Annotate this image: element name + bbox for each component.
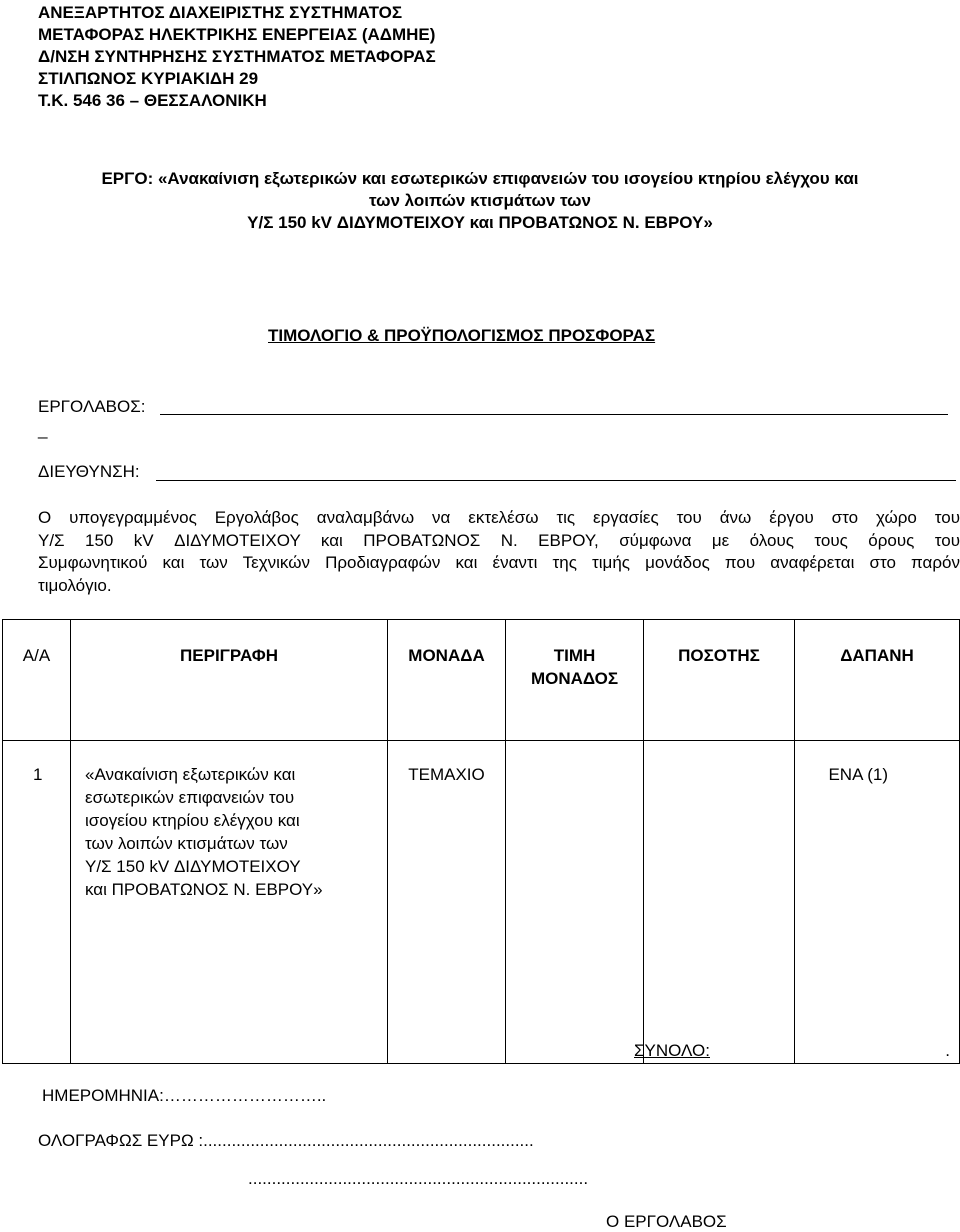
org-division: Δ/ΝΣΗ ΣΥΝΤΗΡΗΣΗΣ ΣΥΣΤΗΜΑΤΟΣ ΜΕΤΑΦΟΡΑΣ — [38, 47, 436, 66]
statement-line: Υ/Σ 150 kV ΔΙΔΥΜΟΤΕΙΧΟΥ και ΠΡΟΒΑΤΩΝΟΣ Ν. ΕΒΡΟΥ, σύμφωνα με όλους τους όρους του — [38, 530, 960, 550]
contractor-field-line[interactable] — [160, 414, 948, 415]
row-cost[interactable] — [795, 741, 960, 1064]
description-line: των λοιπών κτισμάτων των — [85, 834, 288, 853]
header-unit-price-line-2: ΜΟΝΑΔΟΣ — [530, 669, 619, 688]
header-description: ΠΕΡΙΓΡΑΦΗ — [71, 620, 388, 741]
table-row — [3, 741, 960, 1064]
total-line[interactable] — [634, 1041, 950, 1061]
table-header-row — [3, 620, 960, 741]
header-aa: Α/Α — [3, 620, 71, 741]
header-unit: ΜΟΝΑΔΑ — [388, 620, 506, 741]
total-row — [634, 1041, 950, 1061]
header-quantity: ΠΟΣΟΤΗΣ — [644, 620, 795, 741]
amount-in-words-field[interactable]: ΟΛΟΓΡΑΦΩΣ ΕΥΡΩ :...................................................................... — [38, 1131, 534, 1150]
statement-line: Ο υπογεγραμμένος Εργολάβος αναλαμβάνω να εκτελέσω τις εργασίες του άνω έργου στο χώρο του — [38, 508, 960, 527]
description-line: «Ανακαίνιση εξωτερικών και — [85, 765, 296, 784]
row-aa: 1 — [3, 741, 71, 1064]
header-unit-price-line-1: ΤΙΜΗ — [553, 646, 596, 665]
pricing-table — [2, 619, 960, 1064]
description-line: εσωτερικών επιφανειών του — [85, 788, 295, 807]
project-title-line-3: Υ/Σ 150 kV ΔΙΔΥΜΟΤΕΙΧΟΥ και ΠΡΟΒΑΤΩΝΟΣ Ν. ΕΒΡΟΥ» — [247, 213, 713, 232]
statement-line: Συμφωνητικού και των Τεχνικών Προδιαγραφών και έναντι της τιμής μονάδος που αναφέρεται στο παρόν — [38, 553, 960, 572]
description-line: Υ/Σ 150 kV ΔΙΔΥΜΟΤΕΙΧΟΥ — [85, 857, 301, 876]
row-quantity — [644, 741, 888, 1064]
statement-line: τιμολόγιο. — [38, 575, 112, 595]
contractor-field-continuation: _ — [38, 420, 48, 439]
document-title: ΤΙΜΟΛΟΓΙΟ & ΠΡΟΫΠΟΛΟΓΙΣΜΟΣ ΠΡΟΣΦΟΡΑΣ — [268, 326, 656, 345]
description-line: και ΠΡΟΒΑΤΩΝΟΣ Ν. ΕΒΡΟΥ» — [85, 880, 323, 899]
org-name-line-1: ΑΝΕΞΑΡΤΗΤΟΣ ΔΙΑΧΕΙΡΙΣΤΗΣ ΣΥΣΤΗΜΑΤΟΣ — [38, 3, 403, 22]
signature-label: Ο ΕΡΓΟΛΑΒΟΣ — [606, 1212, 727, 1231]
amount-in-words-continuation[interactable]: ........................................................................ — [248, 1169, 589, 1188]
row-unit: ΤΕΜΑΧΙΟ — [388, 741, 506, 1064]
address-label: ΔΙΕΥΘΥΝΣΗ: — [38, 462, 140, 481]
header-unit-price — [506, 620, 644, 741]
header-cost: ΔΑΠΑΝΗ — [795, 620, 960, 741]
org-street: ΣΤΙΛΠΩΝΟΣ ΚΥΡΙΑΚΙΔΗ 29 — [38, 69, 259, 88]
date-field[interactable]: ΗΜΕΡΟΜΗΝΙΑ:……………………….. — [42, 1086, 327, 1105]
address-field-line[interactable] — [156, 480, 956, 481]
org-postal: Τ.Κ. 546 36 – ΘΕΣΣΑΛΟΝΙΚΗ — [38, 91, 267, 110]
total-end-dot: . — [945, 1041, 950, 1060]
row-description — [71, 741, 388, 1064]
contractor-statement — [38, 507, 960, 597]
total-label: ΣΥΝΟΛΟ: — [634, 1041, 710, 1060]
org-name-line-2: ΜΕΤΑΦΟΡΑΣ ΗΛΕΚΤΡΙΚΗΣ ΕΝΕΡΓΕΙΑΣ (ΑΔΜΗΕ) — [38, 25, 436, 44]
row-quantity-value: ΕΝΑ (1) — [828, 765, 888, 784]
project-title-line-2: των λοιπών κτισμάτων των — [369, 191, 591, 210]
row-unit-price[interactable] — [506, 741, 644, 1064]
contractor-label: ΕΡΓΟΛΑΒΟΣ: — [38, 397, 146, 416]
description-line: ισογείου κτηρίου ελέγχου και — [85, 811, 300, 830]
project-title-line-1: ΕΡΓΟ: «Ανακαίνιση εξωτερικών και εσωτερικών επιφανειών του ισογείου κτηρίου ελέγχου και — [101, 169, 859, 188]
